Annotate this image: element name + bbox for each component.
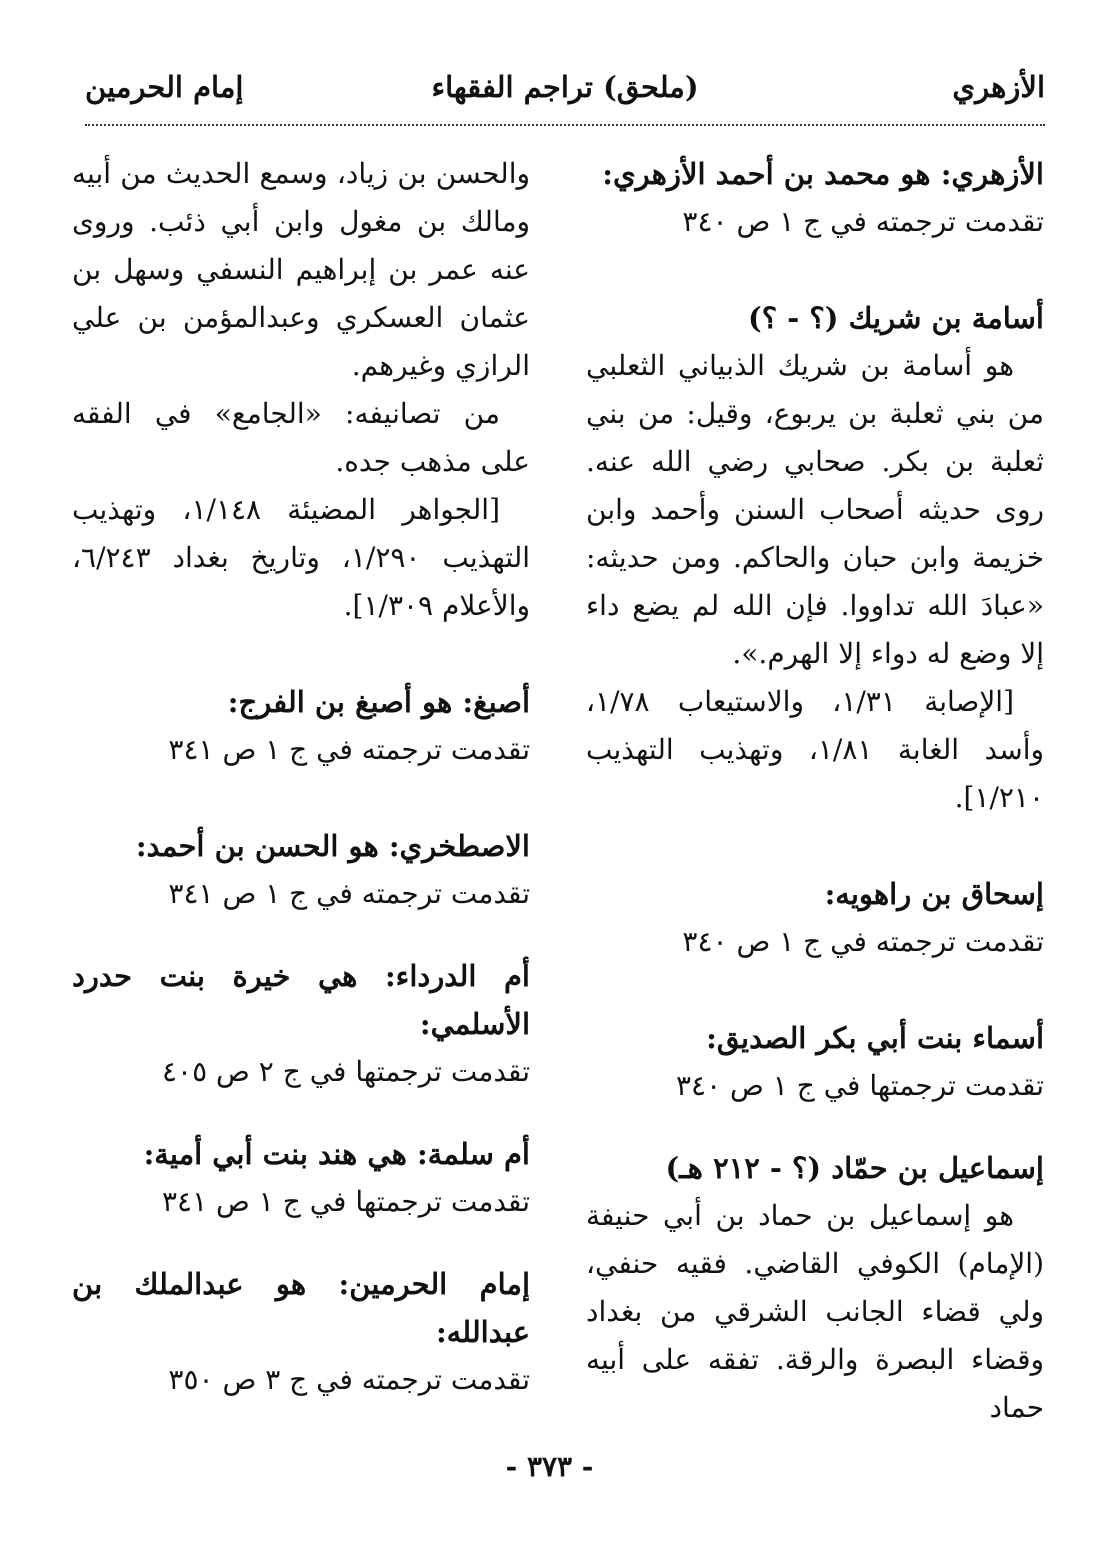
entry-reference: تقدمت ترجمتها في ج ١ ص ٣٤١ xyxy=(162,1185,530,1218)
entry-reference: تقدمت ترجمتها في ج ١ ص ٣٤٠ xyxy=(676,1069,1044,1102)
entry-istakhri xyxy=(72,822,530,918)
entry-umm-salama xyxy=(72,1130,530,1226)
entry-body: هو أسامة بن شريك الذبياني الثعلبي من بني ثعلبة بن يربوع، وقيل: من بني ثعلبة بن بكر. صحابي رضي الله عنه. روى حديثه أصحاب السنن وأحمد وابن خزيمة وابن حبان والحاكم. ومن حديثه: «عبادَ الله تداووا. فإن الله لم يضع داء إلا وضع له دواء إلا الهرم.». xyxy=(586,349,1044,670)
entry-body-continued: والحسن بن زياد، وسمع الحديث من أبيه ومالك بن مغول وابن أبي ذئب. وروى عنه عمر بن إبراهيم النسفي وسهل بن عثمان العسكري وعبدالمؤمن بن علي الرازي وغيرهم. xyxy=(72,157,530,382)
header-entry-end: إمام الحرمين xyxy=(85,70,244,104)
entry-ismail xyxy=(586,1144,1044,1432)
header-entry-start: الأزهري xyxy=(952,70,1045,104)
entry-usama xyxy=(586,294,1044,822)
entry-azhari xyxy=(586,150,1044,246)
entry-reference: تقدمت ترجمته في ج ١ ص ٣٤١ xyxy=(168,733,530,766)
entry-umm-darda xyxy=(72,952,530,1096)
left-column xyxy=(72,150,530,1404)
entry-reference: تقدمت ترجمته في ج ١ ص ٣٤٠ xyxy=(682,925,1044,958)
entry-reference: تقدمت ترجمته في ج ١ ص ٣٤٠ xyxy=(682,205,1044,238)
header-divider xyxy=(85,124,1045,126)
entry-title: إمام الحرمين: هو عبدالملك بن عبدالله: xyxy=(72,1267,530,1349)
entry-title: الاصطخري: هو الحسن بن أحمد: xyxy=(135,829,530,863)
right-column xyxy=(586,150,1044,1432)
entry-title: أسماء بنت أبي بكر الصديق: xyxy=(706,1021,1044,1055)
entry-ismail-continued xyxy=(72,150,530,630)
entry-asbagh xyxy=(72,678,530,774)
entry-title: أم سلمة: هي هند بنت أبي أمية: xyxy=(143,1137,530,1171)
entry-reference: تقدمت ترجمتها في ج ٢ ص ٤٠٥ xyxy=(162,1055,530,1088)
entry-sources: [الإصابة ١/٣١، والاستيعاب ١/٧٨، وأسد الغابة ١/٨١، وتهذيب التهذيب ١/٢١٠]. xyxy=(586,685,1044,814)
entry-title: أم الدرداء: هي خيرة بنت حدرد الأسلمي: xyxy=(72,959,530,1041)
entry-title: الأزهري: هو محمد بن أحمد الأزهري: xyxy=(602,157,1044,191)
entry-works: من تصانيفه: «الجامع» في الفقه على مذهب جده. xyxy=(72,397,530,478)
entry-title: إسحاق بن راهويه: xyxy=(824,877,1044,911)
entry-imam-haramayn xyxy=(72,1260,530,1404)
entry-reference: تقدمت ترجمته في ج ٣ ص ٣٥٠ xyxy=(168,1363,530,1396)
entry-body: هو إسماعيل بن حماد بن أبي حنيفة (الإمام) الكوفي القاضي. فقيه حنفي، ولي قضاء الجانب الشرقي من بغداد وقضاء البصرة والرقة. تفقه على أبيه حماد xyxy=(586,1199,1044,1424)
entry-sources: [الجواهر المضيئة ١/١٤٨، وتهذيب التهذيب ١/٢٩٠، وتاريخ بغداد ٦/٢٤٣، والأعلام ١/٣٠٩]. xyxy=(72,493,530,622)
entry-ishaq xyxy=(586,870,1044,966)
page-number: - ٣٧٣ - xyxy=(505,1450,594,1483)
entry-title: أصبغ: هو أصبغ بن الفرج: xyxy=(227,685,530,719)
running-header xyxy=(85,70,1045,114)
entry-title: أسامة بن شريك (؟ - ؟) xyxy=(748,301,1044,335)
header-book-section: (ملحق) تراجم الفقهاء xyxy=(431,70,699,104)
entry-asma xyxy=(586,1014,1044,1110)
entry-reference: تقدمت ترجمته في ج ١ ص ٣٤١ xyxy=(168,877,530,910)
entry-title: إسماعيل بن حمّاد (؟ - ٢١٢ هـ) xyxy=(665,1151,1044,1185)
